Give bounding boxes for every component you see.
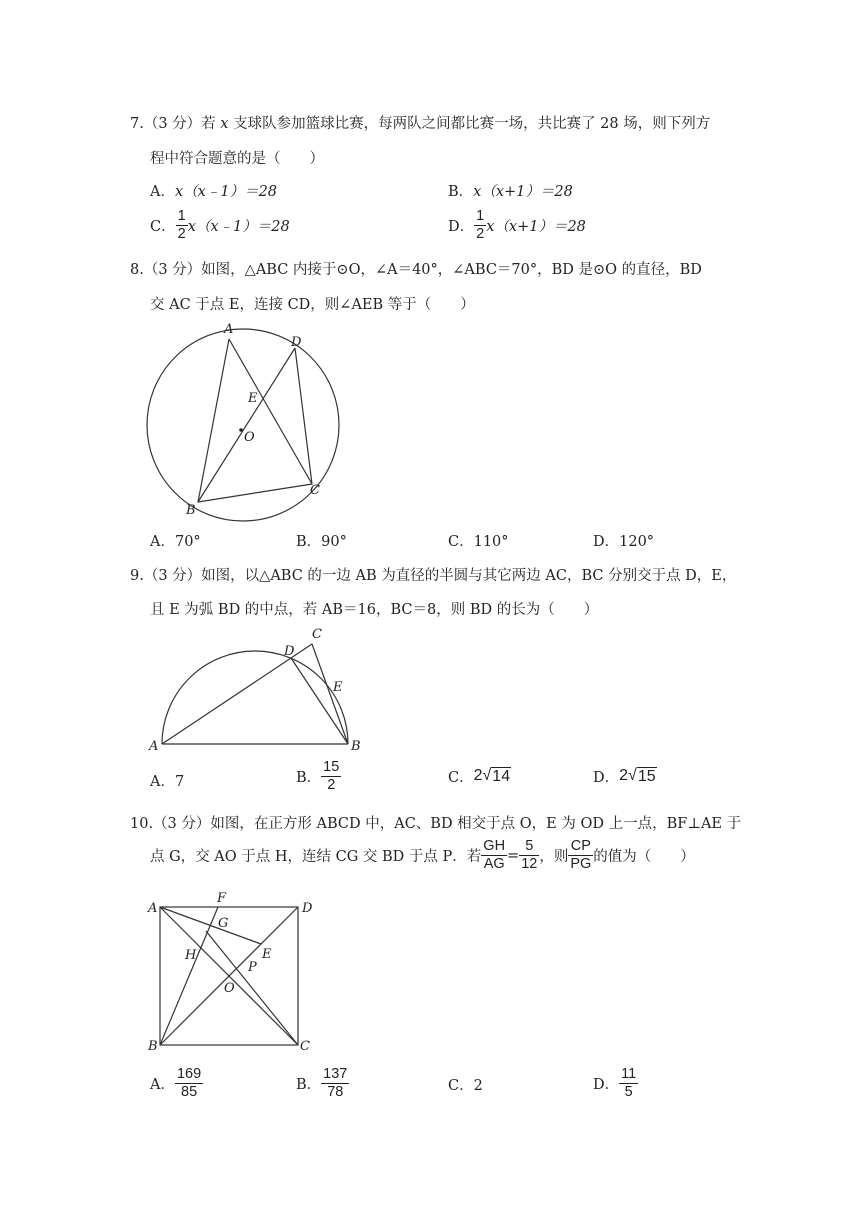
- q8-label-e: E: [248, 391, 258, 406]
- q10-option-b: B． $\frac{137}{78}$: [296, 1066, 348, 1100]
- q8-circle-figure: [140, 318, 360, 523]
- q8-label-a: A: [224, 322, 234, 337]
- q10-label-b: B: [148, 1039, 158, 1054]
- q10-label-g: G: [218, 916, 229, 931]
- q9-label-d: D: [284, 644, 295, 659]
- q10-label-e: E: [262, 947, 272, 962]
- q9-option-b: B． $\frac{15}{2}$: [296, 759, 340, 793]
- q10-label-o: O: [224, 981, 235, 996]
- q8-label-b: B: [186, 503, 196, 518]
- q7-option-d: D． $\frac{1}{2}$ x（x+1）＝28: [448, 208, 586, 242]
- q8-label-o: O: [244, 430, 255, 445]
- q8-stem-line1: 8.（3 分）如图，△ABC 内接于⊙O，∠A＝40°，∠ABC＝70°，BD 是⊙O 的直径，BD: [130, 262, 702, 278]
- q9-option-d-radical: 2 √ 15: [619, 767, 656, 785]
- q9-option-c-radical: 2 √ 14: [473, 767, 511, 785]
- q7-stem-line1: 7.（3 分）若 x 支球队参加篮球比赛，每两队之间都比赛一场，共比赛了 28 场，则下列方: [130, 116, 711, 132]
- q10-label-d: D: [302, 901, 313, 916]
- q8-option-c: C．110°: [448, 534, 509, 550]
- q8-label-d: D: [291, 335, 302, 350]
- q9-label-c: C: [312, 627, 322, 642]
- q7-stem-line2: 程中符合题意的是（ ）: [150, 151, 324, 167]
- q8-option-b: B．90°: [296, 534, 347, 550]
- q10-label-p: P: [248, 960, 257, 975]
- q10-option-a-fraction: $\frac{169}{85}$: [176, 1066, 202, 1100]
- q10-label-h: H: [185, 948, 197, 963]
- q10-option-a: A． $\frac{169}{85}$: [150, 1066, 202, 1100]
- q7-option-c: C． $\frac{1}{2}$ x（x﹣1）＝28: [150, 208, 290, 242]
- q8-option-a: A．70°: [150, 534, 201, 550]
- q9-option-d: D． 2 √ 15: [593, 767, 656, 786]
- q10-option-b-fraction: $\frac{137}{78}$: [323, 1066, 348, 1100]
- q9-semicircle-figure: [140, 622, 370, 757]
- q9-label-a: A: [149, 739, 159, 754]
- q8-label-c: C: [310, 483, 320, 498]
- q9-option-c: C． 2 √ 14: [448, 767, 511, 786]
- q10-fraction-gh-ag: $\frac{GH}{AG}$: [483, 838, 506, 872]
- q7-option-a: A．x（x﹣1）＝28: [150, 184, 278, 200]
- q9-option-a: A．7: [150, 774, 185, 790]
- q10-option-d-fraction: $\frac{11}{5}$: [621, 1066, 637, 1100]
- q10-label-a: A: [148, 901, 158, 916]
- q10-fraction-5-12: $\frac{5}{12}$: [521, 838, 538, 872]
- q9-option-b-fraction: $\frac{15}{2}$: [323, 759, 340, 793]
- q8-option-d: D．120°: [593, 534, 655, 550]
- q10-label-c: C: [300, 1039, 310, 1054]
- q10-stem-line1: 10.（3 分）如图，在正方形 ABCD 中，AC、BD 相交于点 O，E 为 OD 上一点，BF⊥AE 于: [130, 816, 742, 832]
- q9-stem-line2: 且 E 为弧 BD 的中点，若 AB＝16，BC＝8，则 BD 的长为（ ）: [150, 602, 599, 618]
- q9-label-e: E: [333, 680, 343, 695]
- q10-square-figure: [140, 888, 330, 1058]
- q10-stem-line2: 点 G，交 AO 于点 H，连结 CG 交 BD 于点 P．若 $\frac{GH}{AG}$ = $\frac{5}{12}$ ，则 $\frac{CP}{PG}$ 的值为（ ）: [150, 838, 695, 872]
- q10-fraction-cp-pg: $\frac{CP}{PG}$: [570, 838, 592, 872]
- q9-label-b: B: [351, 739, 361, 754]
- q10-option-d: D． $\frac{11}{5}$: [593, 1066, 637, 1100]
- q9-stem-line1: 9.（3 分）如图，以△ABC 的一边 AB 为直径的半圆与其它两边 AC，BC 分别交于点 D，E，: [130, 568, 737, 584]
- q7-option-d-fraction: $\frac{1}{2}$: [476, 208, 485, 242]
- q10-option-c: C．2: [448, 1078, 483, 1094]
- q7-option-b: B．x（x+1）＝28: [448, 184, 573, 200]
- q8-stem-line2: 交 AC 于点 E，连接 CD，则∠AEB 等于（ ）: [150, 297, 475, 313]
- q10-label-f: F: [217, 891, 227, 906]
- q7-option-c-fraction: $\frac{1}{2}$: [177, 208, 186, 242]
